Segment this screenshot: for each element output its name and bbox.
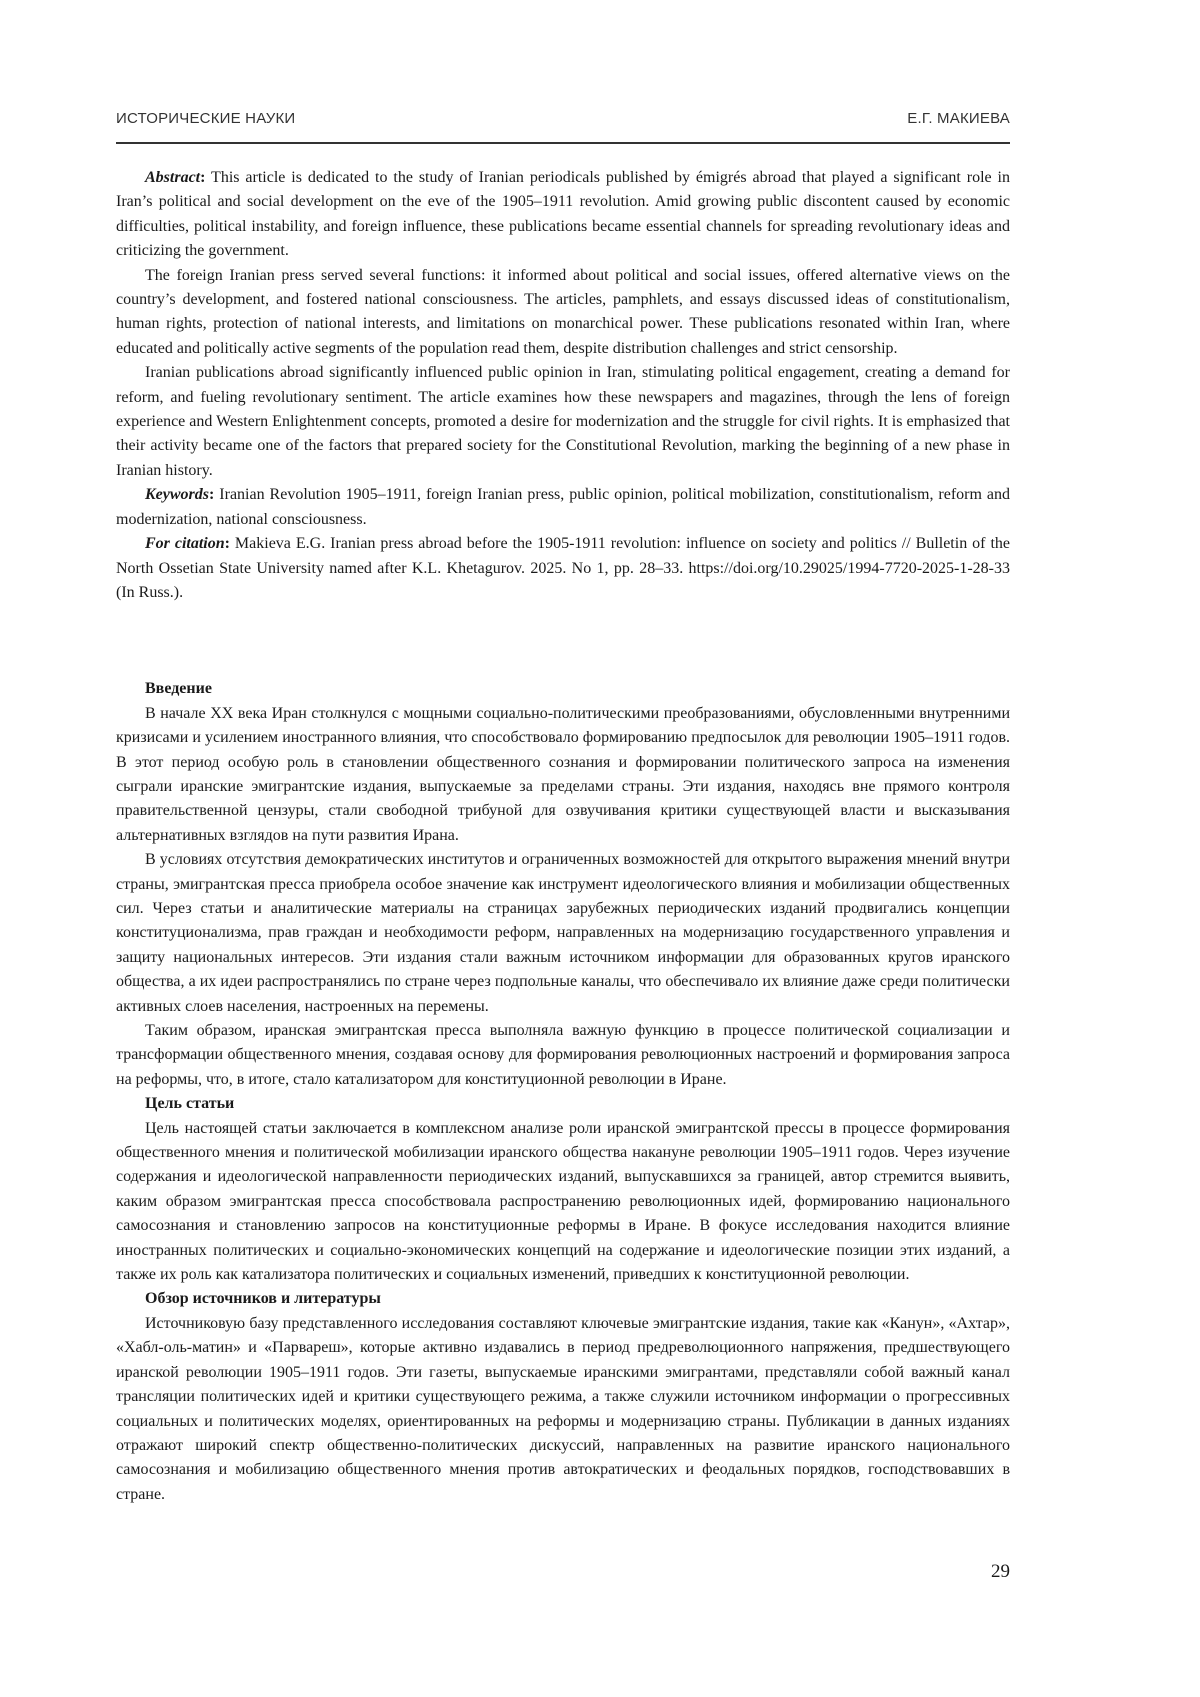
citation-colon: : <box>224 535 230 553</box>
intro-paragraph-3: Таким образом, иранская эмигрантская пресса выполняла важную функцию в процессе политической социализации и трансформации общественного мнения, создавая основу для формирования революционных настроений и формирования запроса на реформы, что, в итоге, стало катализатором для конституционной революции в Иране. <box>116 1022 1010 1088</box>
journal-section-title: ИСТОРИЧЕСКИЕ НАУКИ <box>116 110 296 127</box>
abstract-colon: : <box>200 169 206 186</box>
abstract-paragraph-3: Iranian publications abroad significantly influenced public opinion in Iran, stimulating political engagement, creating a demand for reform, and fueling revolutionary sentiment. The article examines how these newspapers and magazines, through the lens of foreign experience and Western Enlightenment concepts, promoted a desire for modernization and the struggle for civil rights. It is emphasized that their activity became one of the factors that prepared society for the Constitutional Revolution, marking the beginning of a new phase in Iranian history. <box>116 364 1010 479</box>
citation-paragraph <box>116 532 1010 605</box>
abstract-paragraph <box>116 166 1010 264</box>
goal-paragraph-1: Цель настоящей статьи заключается в комплексном анализе роли иранской эмигрантской прессы в процессе формирования общественного мнения и политической мобилизации иранского общества накануне революции 1905–1911 годов. Через изучение содержания и идеологической направленности периодических изданий, выпускавшихся за границей, автор стремится выявить, каким образом эмигрантская пресса способствовала распространению революционных идей, формированию национального самосознания и становлению запросов на конституционные реформы в Иране. В фокусе исследования находится влияние иностранных политических и социально-экономических концепций на содержание и идеологические позиции этих изданий, а также их роль как катализатора политических и социальных изменений, приведших к конституционной революции. <box>116 1119 1010 1284</box>
article-body <box>116 166 1010 1507</box>
section-spacer <box>116 605 1010 677</box>
keywords-text: Iranian Revolution 1905–1911, foreign Iranian press, public opinion, political mobilization, constitutionalism, reform and modernization, national consciousness. <box>116 486 1010 528</box>
abstract-paragraph-2: The foreign Iranian press served several functions: it informed about political and social issues, offered alternative views on the country’s development, and fostered national consciousness. The articles, pamphlets, and essays discussed ideas of constitutionalism, human rights, protection of national interests, and limitations on monarchical power. These publications resonated within Iran, where educated and politically active segments of the population read them, despite distribution challenges and strict censorship. <box>116 266 1010 357</box>
abstract-label: Abstract <box>145 169 201 186</box>
intro-paragraph-1: В начале XX века Иран столкнулся с мощными социально-политическими преобразованиями, обусловленными внутренними кризисами и усилением иностранного влияния, что способствовало формированию предпосылок для революции 1905–1911 годов. В этот период особую роль в становлении общественного сознания и формировании политического запроса на изменения сыграли иранские эмигрантские издания, выпускаемые за пределами страны. Эти издания, находясь вне прямого контроля правительственной цензуры, стали свободной трибуной для озвучивания критики существующей власти и высказывания альтернативных взглядов на пути развития Ирана. <box>116 704 1010 844</box>
intro-heading: Введение <box>145 680 212 698</box>
intro-paragraph-2: В условиях отсутствия демократических институтов и ограниченных возможностей для открытого выражения мнений внутри страны, эмигрантская пресса приобрела особое значение как инструмент идеологического влияния и мобилизации общественных сил. Через статьи и аналитические материалы на страницах зарубежных периодических изданий продвигались концепции конституционализма, прав граждан и необходимости реформ, направленных на модернизацию государственного управления и защиту национальных интересов. Эти издания стали важным источником информации для образованных кругов иранского общества, а их идеи распространялись по стране через подпольные каналы, что обеспечивало их влияние даже среди политически активных слоев населения, настроенных на перемены. <box>116 851 1010 1015</box>
citation-label: For citation <box>145 535 225 553</box>
sources-paragraph-1: Источниковую базу представленного исследования составляют ключевые эмигрантские издания, такие как «Канун», «Ахтар», «Хабл-оль-матин» и «Парвареш», которые активно издавались в период предреволюционного напряжения, предшествующего иранской революции 1905–1911 годов. Эти газеты, выпускаемые иранскими эмигрантами, представляли собой важный канал трансляции политических идей и критики существующего режима, а также служили источником информации о прогрессивных социальных и политических моделях, ориентированных на реформы и модернизацию страны. Публикации в данных изданиях отражают широкий спектр общественно-политических дискуссий, направленных на развитие иранского национального самосознания и мобилизацию общественного мнения против автократических и феодальных порядков, господствовавших в стране. <box>116 1314 1010 1503</box>
keywords-label: Keywords <box>145 486 209 504</box>
abstract-text: This article is dedicated to the study of Iranian periodicals published by émigrés abroad that played a significant role in Iran’s political and social development on the eve of the 1905–1911 revolution. Amid growing public discontent caused by economic difficulties, political instability, and foreign influence, these publications became essential channels for spreading revolutionary ideas and criticizing the government. <box>116 169 1010 260</box>
keywords-paragraph <box>116 483 1010 532</box>
author-name: Е.Г. МАКИЕВА <box>907 110 1010 127</box>
sources-heading: Обзор источников и литературы <box>145 1290 381 1308</box>
page-number: 29 <box>991 1561 1010 1582</box>
keywords-colon: : <box>209 486 215 504</box>
goal-heading: Цель статьи <box>145 1095 235 1113</box>
citation-text: Makieva E.G. Iranian press abroad before the 1905-1911 revolution: influence on society and politics // Bulletin of the North Ossetian State University named after K.L. Khetagurov. 2025. No 1, pp. 28–33. https://doi.org/10.29025/1994-7720-2025-1-28-33 (In Russ.). <box>116 535 1010 601</box>
running-header <box>116 106 1010 144</box>
